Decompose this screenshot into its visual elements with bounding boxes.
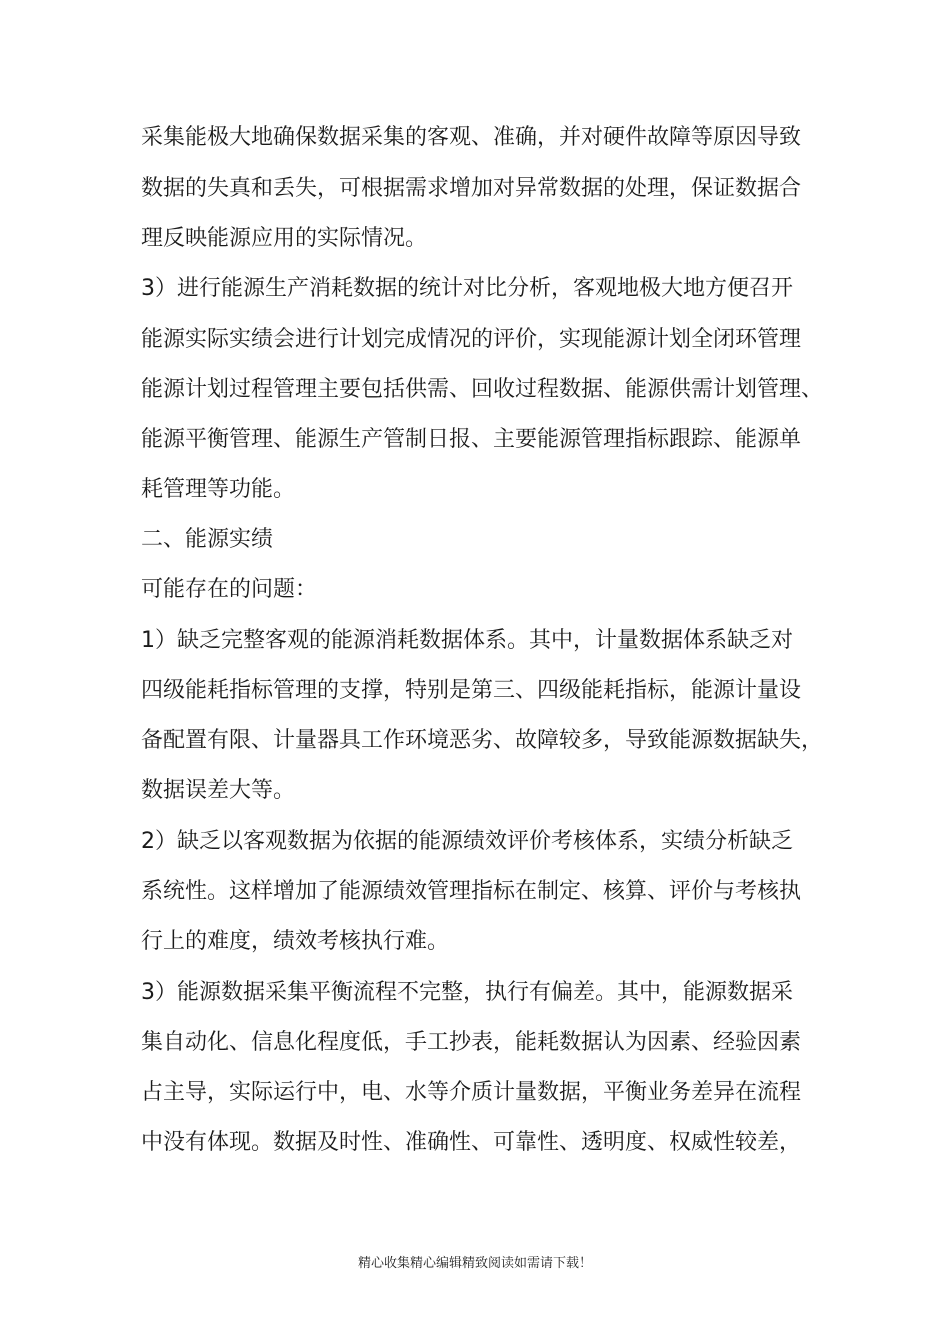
section-heading: 二、能源实绩 xyxy=(141,527,274,552)
text-line: 数据误差大等。 xyxy=(141,778,296,803)
text-line: 3）进行能源生产消耗数据的统计对比分析，客观地极大地方便召开 xyxy=(141,276,793,301)
text-line: 耗管理等功能。 xyxy=(141,477,296,502)
text-line: 备配置有限、计量器具工作环境恶劣、故障较多，导致能源数据缺失， xyxy=(141,728,824,753)
text-line: 占主导，实际运行中，电、水等介质计量数据，平衡业务差异在流程 xyxy=(141,1080,802,1105)
text-line: 能源实际实绩会进行计划完成情况的评价，实现能源计划全闭环管理 xyxy=(141,327,802,352)
text-line: 系统性。这样增加了能源绩效管理指标在制定、核算、评价与考核执 xyxy=(141,879,802,904)
text-line: 可能存在的问题： xyxy=(141,577,318,602)
text-line: 数据的失真和丢失，可根据需求增加对异常数据的处理，保证数据合 xyxy=(141,176,802,201)
text-line: 1）缺乏完整客观的能源消耗数据体系。其中，计量数据体系缺乏对 xyxy=(141,628,793,653)
text-line: 理反映能源应用的实际情况。 xyxy=(141,226,428,251)
text-line: 行上的难度，绩效考核执行难。 xyxy=(141,929,450,954)
text-line: 中没有体现。数据及时性、准确性、可靠性、透明度、权威性较差， xyxy=(141,1130,802,1155)
text-line: 2）缺乏以客观数据为依据的能源绩效评价考核体系，实绩分析缺乏 xyxy=(141,829,793,854)
text-line: 能源计划过程管理主要包括供需、回收过程数据、能源供需计划管理、 xyxy=(141,377,824,402)
text-line: 能源平衡管理、能源生产管制日报、主要能源管理指标跟踪、能源单 xyxy=(141,427,802,452)
text-line: 集自动化、信息化程度低，手工抄表，能耗数据认为因素、经验因素 xyxy=(141,1030,802,1055)
text-line: 3）能源数据采集平衡流程不完整，执行有偏差。其中，能源数据采 xyxy=(141,980,793,1005)
text-line: 四级能耗指标管理的支撑，特别是第三、四级能耗指标，能源计量设 xyxy=(141,678,802,703)
page-footer: 精心收集精心编辑精致阅读如需请下载！ xyxy=(357,1256,592,1271)
text-line: 采集能极大地确保数据采集的客观、准确，并对硬件故障等原因导致 xyxy=(141,125,802,150)
